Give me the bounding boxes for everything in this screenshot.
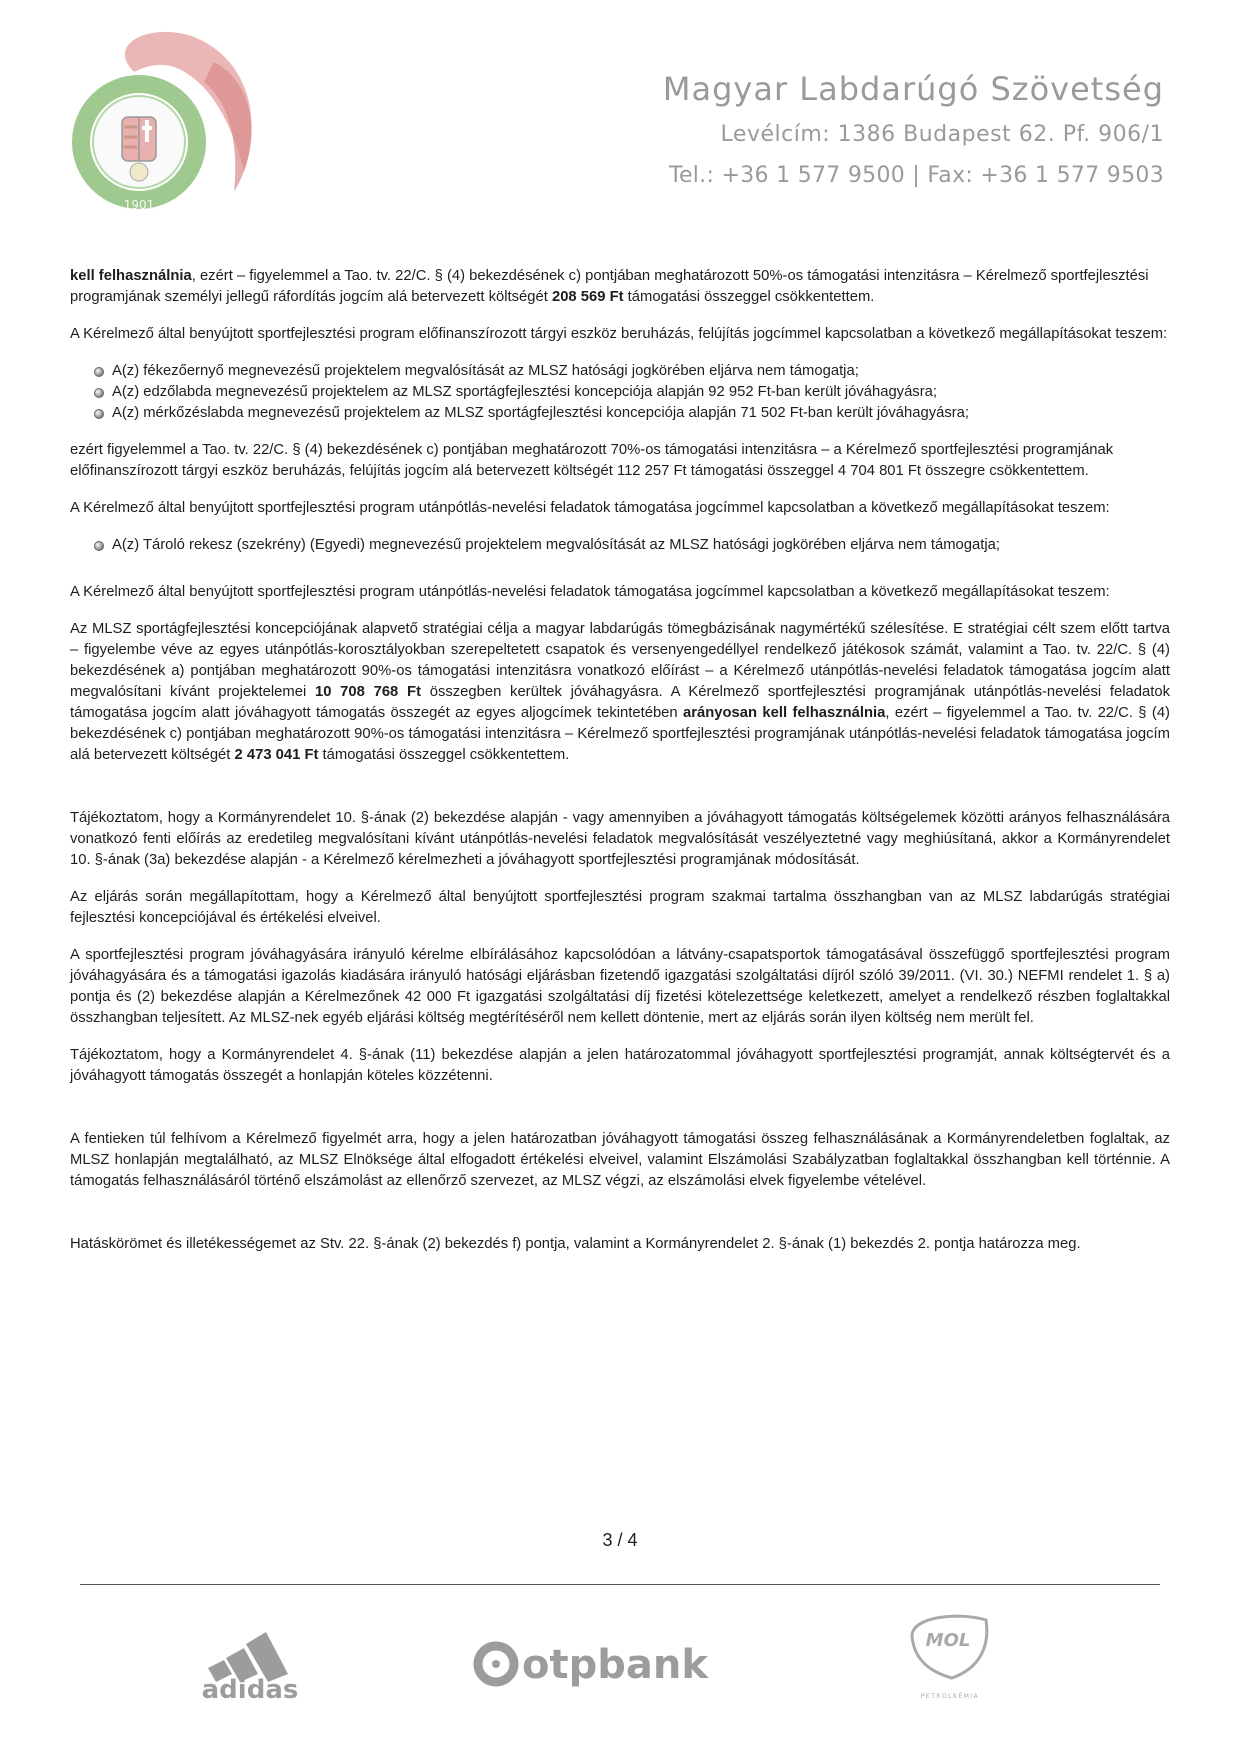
otpbank-logo <box>472 1628 712 1698</box>
header-title: Magyar Labdarúgó Szövetség <box>662 70 1164 108</box>
adidas-logo <box>190 1610 310 1700</box>
mol-petrolkemia-logo <box>900 1606 1000 1706</box>
paragraph-4: A Kérelmező által benyújtott sportfejlesztési program utánpótlás-nevelési feladatok támogatása jogcímmel kapcsolatban a következő megállapításokat teszem: <box>70 500 1110 516</box>
svg-text:otpbank: otpbank <box>522 1642 708 1688</box>
paragraph-11: A fentieken túl felhívom a Kérelmező figyelmét arra, hogy a jelen határozatban jóváhagyott támogatási összeg felhasználásának a Kormányrendeletben foglaltak, az MLSZ honlapján megtalálható, az MLSZ Elnöksége által elfogadott értékelési elveivel, valamint Elszámolási Szabályzatban foglaltakkal összhangban kell történnie. A támogatás felhasználásáról történő elszámolást az ellenőrző szervezet, az MLSZ végzi, az elszámolási elvek figyelembe vételével. <box>70 1131 1170 1189</box>
paragraph-10: Tájékoztatom, hogy a Kormányrendelet 4. §-ának (11) bekezdése alapján a jelen határozatommal jóváhagyott sportfejlesztési programját, annak költségtervét és a jóváhagyott támogatás összegét a honlapján köteles közzétenni. <box>70 1047 1170 1084</box>
header-address: Levélcím: 1386 Budapest 62. Pf. 906/1 <box>720 122 1164 147</box>
list-item: A(z) Tároló rekesz (szekrény) (Egyedi) megnevezésű projektelem megvalósítását az MLSZ hatósági jogkörében eljárva nem támogatja; <box>92 535 1170 556</box>
paragraph-1: kell felhasználnia, ezért – figyelemmel a Tao. tv. 22/C. § (4) bekezdésének c) pontjában meghatározott 50%-os támogatási intenzitásra – Kérelmező sportfejlesztési programjának személyi jellegű ráfordítás jogcím alá betervezett költségét 208 569 Ft támogatási összeggel csökkentettem. <box>70 268 1149 305</box>
paragraph-5: A Kérelmező által benyújtott sportfejlesztési program utánpótlás-nevelési feladatok támogatása jogcímmel kapcsolatban a következő megállapításokat teszem: <box>70 584 1110 600</box>
list-item: A(z) fékezőernyő megnevezésű projektelem megvalósítását az MLSZ hatósági jogkörében eljárva nem támogatja; <box>92 361 1170 382</box>
paragraph-8: Az eljárás során megállapítottam, hogy a Kérelmező által benyújtott sportfejlesztési program szakmai tartalma összhangban van az MLSZ labdarúgás stratégiai fejlesztési koncepciójával és értékelési elveivel. <box>70 889 1170 926</box>
bullet-list-assets <box>70 361 1170 424</box>
paragraph-12: Hatáskörömet és illetékességemet az Stv. 22. §-ának (2) bekezdés f) pontja, valamint a Kormányrendelet 2. §-ának (1) bekezdés 2. pontja határozza meg. <box>70 1236 1081 1252</box>
svg-text:1901: 1901 <box>123 198 155 212</box>
paragraph-6: Az MLSZ sportágfejlesztési koncepciójának alapvető stratégiai célja a magyar labdarúgás tömegbázisának nagymértékű szélesítése. E stratégiai célt szem előtt tartva – figyelembe véve az egyes utánpótlás-korosztályokban szerepeltetett csapatok és versenyengedéllyel rendelkező játékosok számát, valamint a Tao. tv. 22/C. § (4) bekezdésének a) pontjában meghatározott 90%-os támogatási intenzitásra vonatkozó előírást – a Kérelmező utánpótlás-nevelési feladatok támogatása jogcím alatt megvalósítani kívánt projektelemei 10 708 768 Ft összegben kerültek jóváhagyásra. A Kérelmező sportfejlesztési programjának utánpótlás-nevelési feladatok támogatása jogcím alatt jóváhagyott támogatás összegét az egyes aljogcímek tekintetében arányosan kell felhasználnia, ezért – figyelemmel a Tao. tv. 22/C. § (4) bekezdésének c) pontjában meghatározott 90%-os támogatási intenzitásra – Kérelmező sportfejlesztési programjának utánpótlás-nevelési feladatok támogatása jogcím alá betervezett költségét 2 473 041 Ft támogatási összeggel csökkentettem. <box>70 621 1170 763</box>
list-item: A(z) mérkőzéslabda megnevezésű projektelem az MLSZ sportágfejlesztési koncepciója alapján 71 502 Ft-ban került jóváhagyásra; <box>92 403 1170 424</box>
page-number: 3 / 4 <box>602 1530 638 1550</box>
svg-text:adidas: adidas <box>201 1675 299 1700</box>
bullet-list-youth <box>70 535 1170 556</box>
paragraph-7: Tájékoztatom, hogy a Kormányrendelet 10. §-ának (2) bekezdése alapján - vagy amennyiben a jóváhagyott támogatás költségelemek közötti arányos felhasználására vonatkozó fenti előírás az eredetileg megvalósítani kívánt utánpótlás-nevelési feladatok megvalósítását veszélyeztetné vagy meghiúsítaná, akkor a Kormányrendelet 10. §-ának (3a) bekezdése alapján - a Kérelmező kérelmezheti a jóváhagyott sportfejlesztési programjának módosítását. <box>70 810 1170 868</box>
mlsz-logo <box>64 22 284 232</box>
svg-text:MOL: MOL <box>925 1630 971 1651</box>
document-body <box>70 266 1170 1271</box>
sponsor-bar <box>0 1600 1240 1710</box>
paragraph-3: ezért figyelemmel a Tao. tv. 22/C. § (4) bekezdésének c) pontjában meghatározott 70%-os támogatási intenzitásra – a Kérelmező sportfejlesztési programjának előfinanszírozott tárgyi eszköz beruházás, felújítás jogcím alá betervezett költségét 112 257 Ft támogatási összeggel 4 704 801 Ft összegre csökkentettem. <box>70 442 1114 479</box>
paragraph-2: A Kérelmező által benyújtott sportfejlesztési program előfinanszírozott tárgyi eszköz beruházás, felújítás jogcímmel kapcsolatban a következő megállapításokat teszem: <box>70 326 1168 342</box>
footer-divider <box>80 1584 1160 1585</box>
list-item: A(z) edzőlabda megnevezésű projektelem az MLSZ sportágfejlesztési koncepciója alapján 92 952 Ft-ban került jóváhagyásra; <box>92 382 1170 403</box>
svg-text:PETROLKÉMIA: PETROLKÉMIA <box>920 1693 980 1700</box>
header-phone-fax: Tel.: +36 1 577 9500 | Fax: +36 1 577 9503 <box>668 163 1164 188</box>
paragraph-9: A sportfejlesztési program jóváhagyására irányuló kérelme elbírálásához kapcsolódóan a látvány-csapatsportok támogatásával összefüggő sportfejlesztési program jóváhagyására és a támogatási igazolás kiadására irányuló hatósági eljárásban fizetendő igazgatási szolgáltatási díjról szóló 39/2011. (VI. 30.) NEFMI rendelet 1. § a) pontja és (2) bekezdése alapján a Kérelmezőnek 42 000 Ft igazgatási szolgáltatási díj fizetési kötelezettsége keletkezett, amelyet a rendelkező részben foglaltakkal összhangban teljesített. Az MLSZ-nek egyéb eljárási költség megtérítéséről nem kellett döntenie, mert az eljárás során ilyen költség nem merült fel. <box>70 947 1170 1026</box>
